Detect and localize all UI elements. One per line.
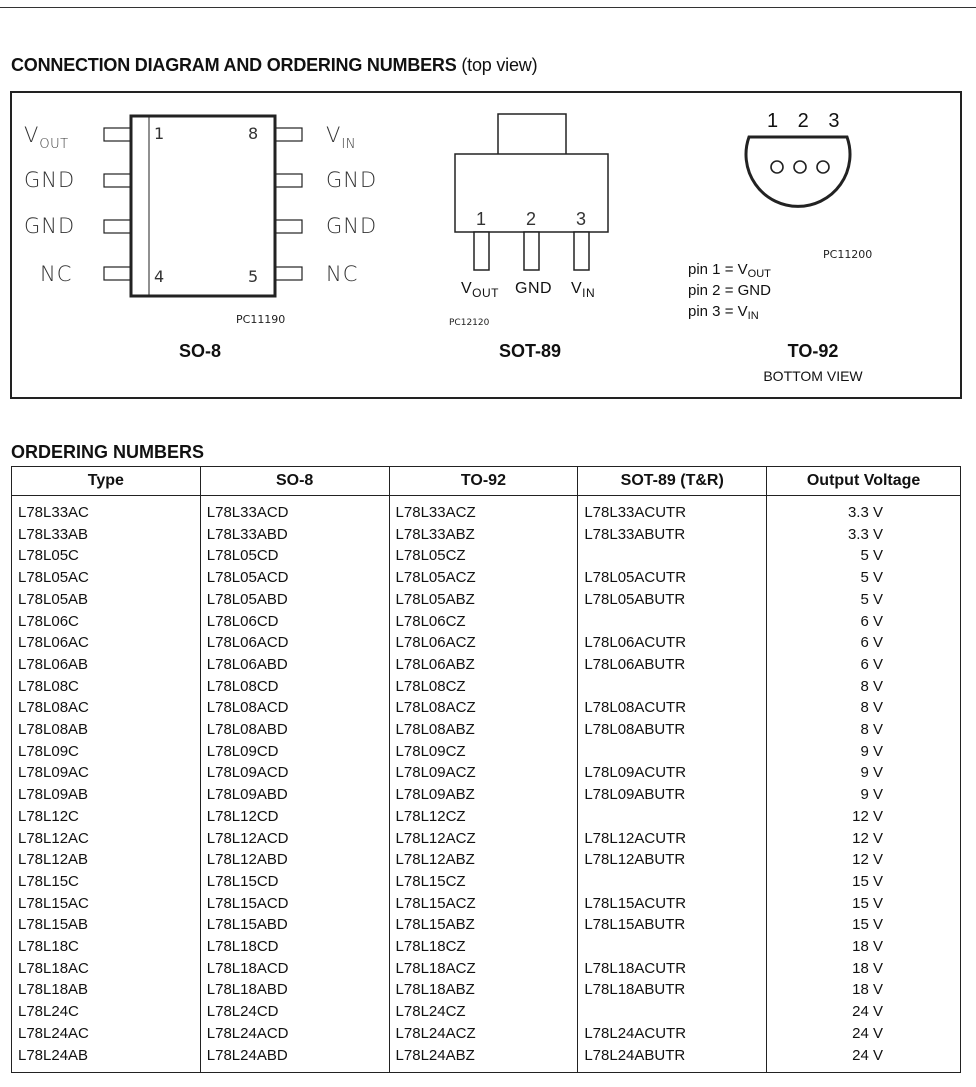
cell-to92: L78L24ABZ bbox=[389, 1045, 578, 1073]
to92-bottom-view-note: BOTTOM VIEW bbox=[763, 368, 863, 384]
table-row bbox=[12, 936, 961, 958]
table-row bbox=[12, 871, 961, 893]
to92-pin1-description: pin $1 = V_{OUT}$ bbox=[688, 261, 771, 280]
cell-sot89: L78L33ABUTR bbox=[578, 524, 767, 546]
cell-type: L78L06C bbox=[12, 611, 201, 633]
header-output-voltage: Output Voltage bbox=[767, 467, 961, 496]
cell-so8: L78L05ABD bbox=[200, 589, 389, 611]
table-row bbox=[12, 496, 961, 524]
cell-sot89: L78L05ABUTR bbox=[578, 589, 767, 611]
cell-to92: L78L12ACZ bbox=[389, 828, 578, 850]
cell-sot89: L78L15ACUTR bbox=[578, 893, 767, 915]
header-so8: SO-8 bbox=[200, 467, 389, 496]
cell-to92: L78L08CZ bbox=[389, 676, 578, 698]
cell-to92: L78L18ACZ bbox=[389, 958, 578, 980]
cell-type: L78L33AC bbox=[12, 496, 201, 524]
cell-output-voltage: 6 V bbox=[767, 632, 961, 654]
cell-so8: L78L24CD bbox=[200, 1001, 389, 1023]
cell-type: L78L09AB bbox=[12, 784, 201, 806]
cell-type: L78L12AC bbox=[12, 828, 201, 850]
to92-pin-numbers: 1 2 3 bbox=[767, 110, 847, 132]
so8-package-drawing bbox=[104, 116, 302, 296]
cell-sot89: L78L18ACUTR bbox=[578, 958, 767, 980]
cell-sot89 bbox=[578, 1001, 767, 1023]
table-row bbox=[12, 1045, 961, 1073]
table-row bbox=[12, 611, 961, 633]
cell-sot89: L78L06ACUTR bbox=[578, 632, 767, 654]
table-row bbox=[12, 719, 961, 741]
cell-to92: L78L05ABZ bbox=[389, 589, 578, 611]
cell-so8: L78L05CD bbox=[200, 545, 389, 567]
cell-output-voltage: 5 V bbox=[767, 545, 961, 567]
cell-to92: L78L24ACZ bbox=[389, 1023, 578, 1045]
cell-output-voltage: 6 V bbox=[767, 654, 961, 676]
cell-output-voltage: 12 V bbox=[767, 806, 961, 828]
header-to92: TO-92 bbox=[389, 467, 578, 496]
cell-output-voltage: 12 V bbox=[767, 849, 961, 871]
cell-sot89: L78L05ACUTR bbox=[578, 567, 767, 589]
cell-sot89 bbox=[578, 741, 767, 763]
cell-sot89: L78L18ABUTR bbox=[578, 979, 767, 1001]
cell-sot89: L78L33ACUTR bbox=[578, 496, 767, 524]
connection-diagram-title: CONNECTION DIAGRAM AND ORDERING NUMBERS (top view) bbox=[11, 55, 538, 75]
cell-so8: L78L08CD bbox=[200, 676, 389, 698]
ordering-numbers-title: ORDERING NUMBERS bbox=[11, 442, 205, 462]
so8-pin-number-4: 4 bbox=[154, 267, 165, 286]
so8-pin-number-8: 8 bbox=[248, 124, 259, 143]
cell-output-voltage: 8 V bbox=[767, 676, 961, 698]
cell-type: L78L33AB bbox=[12, 524, 201, 546]
cell-so8: L78L09CD bbox=[200, 741, 389, 763]
cell-type: L78L05AB bbox=[12, 589, 201, 611]
cell-output-voltage: 24 V bbox=[767, 1045, 961, 1073]
table-row bbox=[12, 676, 961, 698]
cell-output-voltage: 12 V bbox=[767, 828, 961, 850]
table-row bbox=[12, 762, 961, 784]
sot89-vin-label: $V_{IN}$ bbox=[571, 280, 596, 300]
cell-to92: L78L05CZ bbox=[389, 545, 578, 567]
cell-output-voltage: 24 V bbox=[767, 1023, 961, 1045]
cell-so8: L78L09ABD bbox=[200, 784, 389, 806]
so8-drawing-code: PC11190 bbox=[236, 313, 286, 326]
sot89-pin-number-1: 1 bbox=[476, 209, 487, 229]
sot89-gnd-label: GND bbox=[515, 280, 553, 297]
so8-pin5-label: NC bbox=[326, 262, 359, 286]
sot89-drawing-code: PC12120 bbox=[449, 318, 490, 328]
cell-type: L78L24C bbox=[12, 1001, 201, 1023]
cell-so8: L78L06CD bbox=[200, 611, 389, 633]
table-body bbox=[12, 496, 961, 1073]
so8-pin6-label: GND bbox=[326, 214, 378, 238]
cell-output-voltage: 18 V bbox=[767, 979, 961, 1001]
cell-type: L78L24AB bbox=[12, 1045, 201, 1073]
cell-type: L78L15C bbox=[12, 871, 201, 893]
cell-to92: L78L18ABZ bbox=[389, 979, 578, 1001]
cell-type: L78L18C bbox=[12, 936, 201, 958]
table-row bbox=[12, 632, 961, 654]
cell-sot89 bbox=[578, 936, 767, 958]
cell-output-voltage: 8 V bbox=[767, 719, 961, 741]
cell-type: L78L09AC bbox=[12, 762, 201, 784]
cell-to92: L78L08ABZ bbox=[389, 719, 578, 741]
cell-output-voltage: 8 V bbox=[767, 697, 961, 719]
cell-output-voltage: 18 V bbox=[767, 936, 961, 958]
cell-so8: L78L18ACD bbox=[200, 958, 389, 980]
cell-sot89 bbox=[578, 806, 767, 828]
cell-sot89: L78L09ACUTR bbox=[578, 762, 767, 784]
cell-so8: L78L05ACD bbox=[200, 567, 389, 589]
table-row bbox=[12, 741, 961, 763]
cell-type: L78L08AC bbox=[12, 697, 201, 719]
table-row bbox=[12, 828, 961, 850]
cell-sot89: L78L06ABUTR bbox=[578, 654, 767, 676]
cell-output-voltage: 15 V bbox=[767, 893, 961, 915]
cell-sot89: L78L15ABUTR bbox=[578, 914, 767, 936]
cell-output-voltage: 24 V bbox=[767, 1001, 961, 1023]
table-row bbox=[12, 1023, 961, 1045]
table-row bbox=[12, 524, 961, 546]
sot89-vout-label: $V_{OUT}$ bbox=[461, 280, 500, 300]
cell-so8: L78L06ABD bbox=[200, 654, 389, 676]
table-row bbox=[12, 914, 961, 936]
cell-sot89: L78L08ABUTR bbox=[578, 719, 767, 741]
cell-type: L78L18AB bbox=[12, 979, 201, 1001]
so8-pin-number-5: 5 bbox=[248, 267, 259, 286]
cell-sot89: L78L12ACUTR bbox=[578, 828, 767, 850]
cell-type: L78L05C bbox=[12, 545, 201, 567]
cell-output-voltage: 9 V bbox=[767, 784, 961, 806]
cell-so8: L78L12ACD bbox=[200, 828, 389, 850]
cell-to92: L78L06ABZ bbox=[389, 654, 578, 676]
so8-pin1-label: $V_{OUT}$ bbox=[24, 123, 69, 152]
so8-pin8-label: $V_{IN}$ bbox=[326, 123, 356, 152]
cell-sot89 bbox=[578, 871, 767, 893]
sot89-pin-number-3: 3 bbox=[576, 209, 587, 229]
cell-so8: L78L15CD bbox=[200, 871, 389, 893]
cell-type: L78L18AC bbox=[12, 958, 201, 980]
cell-so8: L78L09ACD bbox=[200, 762, 389, 784]
cell-sot89: L78L08ACUTR bbox=[578, 697, 767, 719]
sot89-package-drawing bbox=[455, 114, 608, 270]
so8-pin4-label: NC bbox=[40, 262, 73, 286]
table-row bbox=[12, 849, 961, 871]
table-row bbox=[12, 958, 961, 980]
cell-type: L78L24AC bbox=[12, 1023, 201, 1045]
header-type: Type bbox=[12, 467, 201, 496]
cell-so8: L78L24ACD bbox=[200, 1023, 389, 1045]
cell-so8: L78L15ACD bbox=[200, 893, 389, 915]
cell-so8: L78L12ABD bbox=[200, 849, 389, 871]
cell-to92: L78L12ABZ bbox=[389, 849, 578, 871]
sot89-pin-number-2: 2 bbox=[526, 209, 537, 229]
table-row bbox=[12, 979, 961, 1001]
cell-so8: L78L33ABD bbox=[200, 524, 389, 546]
cell-to92: L78L09CZ bbox=[389, 741, 578, 763]
sot89-package-name: SOT-89 bbox=[498, 341, 562, 361]
cell-sot89: L78L12ABUTR bbox=[578, 849, 767, 871]
to92-package-drawing bbox=[746, 137, 850, 206]
table-row bbox=[12, 1001, 961, 1023]
cell-type: L78L08AB bbox=[12, 719, 201, 741]
cell-to92: L78L12CZ bbox=[389, 806, 578, 828]
cell-so8: L78L06ACD bbox=[200, 632, 389, 654]
ordering-numbers-table bbox=[11, 466, 961, 1073]
top-rule bbox=[0, 7, 976, 8]
cell-so8: L78L18CD bbox=[200, 936, 389, 958]
cell-to92: L78L15ACZ bbox=[389, 893, 578, 915]
cell-to92: L78L06ACZ bbox=[389, 632, 578, 654]
cell-output-voltage: 6 V bbox=[767, 611, 961, 633]
table-row bbox=[12, 654, 961, 676]
cell-output-voltage: 9 V bbox=[767, 741, 961, 763]
cell-type: L78L08C bbox=[12, 676, 201, 698]
so8-pin7-label: GND bbox=[326, 168, 378, 192]
cell-type: L78L15AB bbox=[12, 914, 201, 936]
cell-output-voltage: 15 V bbox=[767, 914, 961, 936]
cell-to92: L78L09ABZ bbox=[389, 784, 578, 806]
cell-so8: L78L18ABD bbox=[200, 979, 389, 1001]
so8-pin3-label: GND bbox=[24, 214, 76, 238]
cell-type: L78L15AC bbox=[12, 893, 201, 915]
cell-output-voltage: 5 V bbox=[767, 589, 961, 611]
cell-to92: L78L09ACZ bbox=[389, 762, 578, 784]
cell-to92: L78L33ABZ bbox=[389, 524, 578, 546]
header-sot89: SOT-89 (T&R) bbox=[578, 467, 767, 496]
cell-to92: L78L15CZ bbox=[389, 871, 578, 893]
cell-sot89: L78L24ABUTR bbox=[578, 1045, 767, 1073]
cell-output-voltage: 3.3 V bbox=[767, 524, 961, 546]
cell-to92: L78L33ACZ bbox=[389, 496, 578, 524]
cell-type: L78L09C bbox=[12, 741, 201, 763]
table-row bbox=[12, 697, 961, 719]
cell-to92: L78L15ABZ bbox=[389, 914, 578, 936]
to92-package-name: TO-92 bbox=[787, 341, 839, 361]
cell-so8: L78L12CD bbox=[200, 806, 389, 828]
title-suffix: (top view) bbox=[461, 55, 538, 75]
cell-so8: L78L33ACD bbox=[200, 496, 389, 524]
cell-sot89 bbox=[578, 676, 767, 698]
to92-drawing-code: PC11200 bbox=[823, 248, 873, 261]
so8-pin2-label: GND bbox=[24, 168, 76, 192]
cell-sot89 bbox=[578, 545, 767, 567]
cell-to92: L78L06CZ bbox=[389, 611, 578, 633]
cell-so8: L78L24ABD bbox=[200, 1045, 389, 1073]
cell-so8: L78L15ABD bbox=[200, 914, 389, 936]
cell-so8: L78L08ABD bbox=[200, 719, 389, 741]
cell-output-voltage: 9 V bbox=[767, 762, 961, 784]
cell-sot89: L78L24ACUTR bbox=[578, 1023, 767, 1045]
cell-sot89 bbox=[578, 611, 767, 633]
cell-output-voltage: 3.3 V bbox=[767, 496, 961, 524]
cell-type: L78L12AB bbox=[12, 849, 201, 871]
so8-package-name: SO-8 bbox=[178, 341, 221, 361]
cell-output-voltage: 15 V bbox=[767, 871, 961, 893]
cell-to92: L78L24CZ bbox=[389, 1001, 578, 1023]
to92-pin3-description: pin $3 = V_{IN}$ bbox=[688, 303, 759, 322]
table-row bbox=[12, 806, 961, 828]
cell-to92: L78L08ACZ bbox=[389, 697, 578, 719]
cell-type: L78L06AC bbox=[12, 632, 201, 654]
cell-output-voltage: 18 V bbox=[767, 958, 961, 980]
cell-so8: L78L08ACD bbox=[200, 697, 389, 719]
cell-type: L78L05AC bbox=[12, 567, 201, 589]
table-row bbox=[12, 567, 961, 589]
connection-diagram-box bbox=[10, 91, 962, 399]
cell-type: L78L06AB bbox=[12, 654, 201, 676]
so8-pin-number-1: 1 bbox=[154, 124, 165, 143]
cell-to92: L78L05ACZ bbox=[389, 567, 578, 589]
cell-sot89: L78L09ABUTR bbox=[578, 784, 767, 806]
cell-to92: L78L18CZ bbox=[389, 936, 578, 958]
table-header-row bbox=[12, 467, 961, 496]
table-row bbox=[12, 545, 961, 567]
cell-output-voltage: 5 V bbox=[767, 567, 961, 589]
to92-pin2-description: pin 2 = GND bbox=[688, 282, 771, 299]
table-row bbox=[12, 893, 961, 915]
table-row bbox=[12, 784, 961, 806]
cell-type: L78L12C bbox=[12, 806, 201, 828]
table-row bbox=[12, 589, 961, 611]
to92-pin-circles bbox=[771, 161, 829, 173]
